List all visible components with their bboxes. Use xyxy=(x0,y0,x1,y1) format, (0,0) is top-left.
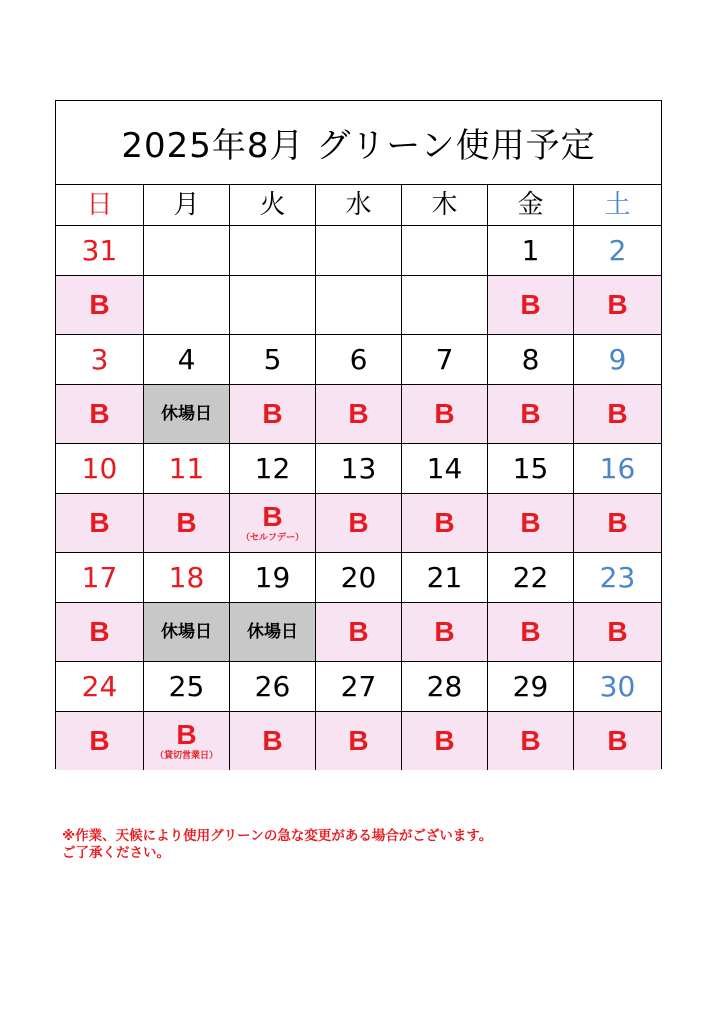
status-cell-b xyxy=(402,385,488,444)
notice-line-1: ※作業、天候により使用グリーンの急な変更がある場合がございます。 xyxy=(62,828,493,844)
date-cell: 10 xyxy=(56,444,144,494)
status-cell-b xyxy=(574,712,661,770)
status-cell-b xyxy=(402,603,488,662)
status-label-b: B xyxy=(348,616,369,647)
status-cell-b xyxy=(56,494,144,553)
empty-status-cell xyxy=(144,276,230,335)
calendar-title: 2025年8月 グリーン使用予定 xyxy=(56,101,661,185)
status-label-b: B xyxy=(520,289,541,320)
status-label-b: B xyxy=(89,616,110,647)
status-label-b: B xyxy=(607,289,628,320)
status-label-b: B xyxy=(607,616,628,647)
status-cell-b xyxy=(230,494,316,553)
date-cell: 7 xyxy=(402,335,488,385)
status-cell-b xyxy=(402,712,488,770)
date-cell: 6 xyxy=(316,335,402,385)
date-cell: 21 xyxy=(402,553,488,603)
status-cell-b xyxy=(316,494,402,553)
date-cell: 19 xyxy=(230,553,316,603)
notice-text xyxy=(62,828,492,862)
date-cell: 30 xyxy=(574,662,661,712)
status-cell-b xyxy=(144,494,230,553)
date-cell: 31 xyxy=(56,226,144,276)
status-cell-b xyxy=(488,494,574,553)
date-cell: 5 xyxy=(230,335,316,385)
status-label-b: B xyxy=(176,507,197,538)
status-cell-b xyxy=(488,385,574,444)
date-cell: 2 xyxy=(574,226,661,276)
status-label-b: B xyxy=(89,507,110,538)
status-label-b: B xyxy=(89,398,110,429)
status-label-b: B xyxy=(434,398,455,429)
date-cell: 26 xyxy=(230,662,316,712)
status-label-closed: 休場日 xyxy=(161,403,212,424)
date-cell: 29 xyxy=(488,662,574,712)
date-cell: 22 xyxy=(488,553,574,603)
status-cell-b xyxy=(144,712,230,770)
status-cell-b xyxy=(402,494,488,553)
weekday-header-thu: 木 xyxy=(402,185,488,226)
status-cell-b xyxy=(574,276,661,335)
status-label-b: B xyxy=(262,398,283,429)
status-label-b: B xyxy=(89,725,110,756)
date-cell: 16 xyxy=(574,444,661,494)
date-cell: 18 xyxy=(144,553,230,603)
weekday-header-sat: 土 xyxy=(574,185,661,226)
date-cell: 9 xyxy=(574,335,661,385)
status-label-b: B xyxy=(434,616,455,647)
date-cell: 28 xyxy=(402,662,488,712)
date-cell: 23 xyxy=(574,553,661,603)
date-cell: 11 xyxy=(144,444,230,494)
status-note: （貸切営業日） xyxy=(154,751,218,761)
status-cell-b xyxy=(230,385,316,444)
status-cell-closed xyxy=(230,603,316,662)
status-note: （セルフデー） xyxy=(240,533,304,543)
status-label-b: B xyxy=(434,507,455,538)
date-cell: 4 xyxy=(144,335,230,385)
status-label-b: B xyxy=(348,398,369,429)
status-label-b: B xyxy=(262,501,283,532)
status-label-closed: 休場日 xyxy=(161,621,212,642)
weekday-header-tue: 火 xyxy=(230,185,316,226)
date-cell: 25 xyxy=(144,662,230,712)
empty-date-cell xyxy=(230,226,316,276)
status-label-b: B xyxy=(520,507,541,538)
status-cell-closed xyxy=(144,385,230,444)
status-cell-b xyxy=(56,603,144,662)
empty-status-cell xyxy=(230,276,316,335)
status-cell-b xyxy=(316,603,402,662)
date-cell: 12 xyxy=(230,444,316,494)
date-cell: 1 xyxy=(488,226,574,276)
weekday-header-mon: 月 xyxy=(144,185,230,226)
status-cell-b xyxy=(574,385,661,444)
status-label-b: B xyxy=(607,507,628,538)
status-label-b: B xyxy=(520,725,541,756)
status-cell-b xyxy=(488,276,574,335)
empty-date-cell xyxy=(316,226,402,276)
date-cell: 15 xyxy=(488,444,574,494)
date-cell: 24 xyxy=(56,662,144,712)
status-cell-b xyxy=(56,385,144,444)
weekday-header-sun: 日 xyxy=(56,185,144,226)
status-label-b: B xyxy=(348,507,369,538)
status-label-b: B xyxy=(607,725,628,756)
status-label-b: B xyxy=(176,719,197,750)
status-label-b: B xyxy=(520,398,541,429)
status-label-b: B xyxy=(520,616,541,647)
empty-status-cell xyxy=(316,276,402,335)
date-cell: 14 xyxy=(402,444,488,494)
status-cell-b xyxy=(56,276,144,335)
status-cell-b xyxy=(316,385,402,444)
calendar-table xyxy=(55,100,662,769)
date-cell: 17 xyxy=(56,553,144,603)
status-cell-b xyxy=(316,712,402,770)
date-cell: 8 xyxy=(488,335,574,385)
status-label-b: B xyxy=(348,725,369,756)
weekday-header-wed: 水 xyxy=(316,185,402,226)
empty-date-cell xyxy=(402,226,488,276)
empty-date-cell xyxy=(144,226,230,276)
date-cell: 3 xyxy=(56,335,144,385)
status-cell-b xyxy=(488,712,574,770)
empty-status-cell xyxy=(402,276,488,335)
date-cell: 27 xyxy=(316,662,402,712)
weekday-header-fri: 金 xyxy=(488,185,574,226)
status-cell-closed xyxy=(144,603,230,662)
date-cell: 13 xyxy=(316,444,402,494)
notice-line-2: ご了承ください。 xyxy=(62,845,170,861)
date-cell: 20 xyxy=(316,553,402,603)
status-label-b: B xyxy=(434,725,455,756)
status-cell-b xyxy=(574,494,661,553)
status-label-b: B xyxy=(89,289,110,320)
status-label-closed: 休場日 xyxy=(247,621,298,642)
status-cell-b xyxy=(488,603,574,662)
status-cell-b xyxy=(56,712,144,770)
status-label-b: B xyxy=(607,398,628,429)
status-cell-b xyxy=(574,603,661,662)
status-cell-b xyxy=(230,712,316,770)
status-label-b: B xyxy=(262,725,283,756)
